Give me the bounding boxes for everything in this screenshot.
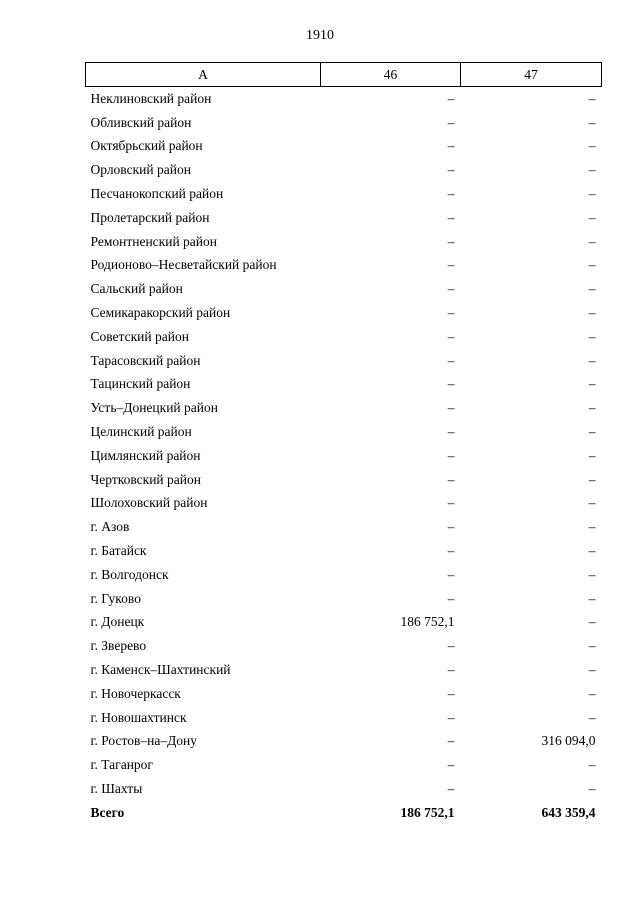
cell-col-46: – (447, 376, 455, 392)
cell-col-47: – (588, 662, 596, 678)
cell-col-47: – (588, 233, 596, 249)
cell-col-47: – (588, 614, 596, 630)
table-row (86, 277, 602, 301)
cell-col-46: – (447, 781, 455, 796)
cell-col-47: – (588, 685, 596, 701)
cell-col-47: – (588, 543, 596, 559)
cell-col-46: – (447, 162, 455, 178)
cell-col-47: – (588, 566, 596, 582)
row-label: г. Азов (90, 519, 130, 535)
row-label: Пролетарский район (90, 209, 210, 225)
table-row (86, 634, 602, 658)
cell-col-46: – (447, 662, 455, 678)
cell-col-47: – (588, 590, 596, 606)
cell-col-46: – (447, 186, 455, 202)
row-label: Семикаракорский район (90, 305, 231, 321)
row-label: Тарасовский район (90, 352, 201, 368)
cell-col-46: – (447, 495, 455, 511)
table-row (86, 492, 602, 516)
cell-col-46: – (447, 305, 455, 321)
cell-col-47: 316 094,0 (541, 733, 596, 749)
row-label: г. Новошахтинск (90, 709, 187, 725)
row-label: Усть–Донецкий район (90, 400, 218, 416)
table-row (86, 87, 602, 111)
header-cell-a: А (86, 63, 321, 87)
row-label: Ремонтненский район (90, 233, 217, 249)
cell-col-46: – (447, 566, 455, 582)
table-row (86, 135, 602, 159)
table-row (86, 682, 602, 706)
cell-col-46: – (447, 447, 455, 463)
row-label: г. Зверево (90, 638, 147, 654)
table-row (86, 254, 602, 278)
table-row (86, 230, 602, 254)
cell-col-47: – (588, 305, 596, 321)
cell-col-46: – (447, 281, 455, 297)
cell-col-46: – (447, 590, 455, 606)
table-row (86, 301, 602, 325)
table-row (86, 730, 602, 754)
cell-col-47: – (588, 709, 596, 725)
data-table (85, 62, 602, 825)
row-label: Целинский район (90, 424, 192, 440)
cell-col-46: – (447, 424, 455, 440)
cell-col-46: – (447, 257, 455, 273)
cell-col-46: – (447, 638, 455, 654)
header-cell-47: 47 (461, 63, 602, 87)
row-label: г. Гуково (90, 590, 141, 606)
row-label: Обливский район (90, 114, 192, 130)
table-row (86, 515, 602, 539)
cell-col-46: – (447, 90, 455, 106)
table-row (86, 396, 602, 420)
table-header (86, 63, 602, 87)
cell-col-47: – (588, 424, 596, 440)
row-label: Шолоховский район (90, 495, 208, 511)
cell-col-46: – (447, 709, 455, 725)
row-label: г. Шахты (90, 781, 143, 796)
row-label: г. Батайск (90, 543, 147, 559)
row-label: Октябрьский район (90, 138, 203, 154)
table-row (86, 182, 602, 206)
header-row (86, 63, 602, 87)
table-row (86, 587, 602, 611)
cell-col-46: – (447, 138, 455, 154)
table-row (86, 753, 602, 777)
table-row (86, 468, 602, 492)
total-row (86, 801, 602, 825)
row-label: Всего (90, 804, 125, 820)
cell-col-47: – (588, 209, 596, 225)
cell-col-47: – (588, 90, 596, 106)
row-label: г. Волгодонск (90, 566, 169, 582)
table-body (86, 87, 602, 825)
cell-col-47: – (588, 757, 596, 773)
cell-col-47: – (588, 114, 596, 130)
row-label: г. Таганрог (90, 757, 153, 773)
cell-col-46: – (447, 352, 455, 368)
cell-col-46: – (447, 328, 455, 344)
cell-col-47: – (588, 257, 596, 273)
cell-col-46: – (447, 685, 455, 701)
table-row (86, 420, 602, 444)
cell-col-47: – (588, 471, 596, 487)
table-row (86, 111, 602, 135)
table-row (86, 444, 602, 468)
table-row (86, 206, 602, 230)
cell-col-47: – (588, 376, 596, 392)
cell-col-46: – (447, 209, 455, 225)
table-row (86, 777, 602, 801)
cell-col-47: – (588, 447, 596, 463)
row-label: Советский район (90, 328, 189, 344)
cell-col-47: – (588, 781, 596, 796)
cell-col-47: – (588, 495, 596, 511)
cell-col-46: – (447, 114, 455, 130)
cell-col-47: – (588, 638, 596, 654)
row-label: Песчанокопский район (90, 186, 224, 202)
row-label: г. Ростов–на–Дону (90, 733, 198, 749)
table-row (86, 611, 602, 635)
row-label: Орловский район (90, 162, 191, 178)
cell-col-47: – (588, 328, 596, 344)
table-row (86, 349, 602, 373)
row-label: Чертковский район (90, 471, 201, 487)
cell-col-46: 186 752,1 (400, 804, 455, 820)
table-row (86, 158, 602, 182)
cell-col-46: – (447, 400, 455, 416)
cell-col-47: 643 359,4 (541, 804, 596, 820)
cell-col-47: – (588, 138, 596, 154)
row-label: г. Новочеркасск (90, 685, 181, 701)
cell-col-46: – (447, 471, 455, 487)
table-row (86, 539, 602, 563)
cell-col-47: – (588, 162, 596, 178)
table-row (86, 373, 602, 397)
cell-col-47: – (588, 400, 596, 416)
cell-col-46: – (447, 757, 455, 773)
row-label: Тацинский район (90, 376, 191, 392)
cell-col-47: – (588, 519, 596, 535)
cell-col-46: – (447, 519, 455, 535)
row-label: Сальский район (90, 281, 183, 297)
row-label: г. Донецк (90, 614, 145, 630)
header-cell-46: 46 (321, 63, 461, 87)
row-label: Родионово–Несветайский район (90, 257, 277, 273)
page-number: 1910 (306, 28, 334, 43)
cell-col-47: – (588, 281, 596, 297)
cell-col-46: – (447, 733, 455, 749)
cell-col-46: – (447, 543, 455, 559)
row-label: Цимлянский район (90, 447, 201, 463)
row-label: Неклиновский район (90, 90, 212, 106)
cell-col-46: – (447, 233, 455, 249)
cell-col-47: – (588, 352, 596, 368)
cell-col-46: 186 752,1 (400, 614, 455, 630)
row-label: г. Каменск–Шахтинский (90, 662, 231, 678)
table-row (86, 706, 602, 730)
table-row (86, 325, 602, 349)
cell-col-47: – (588, 186, 596, 202)
table-row (86, 658, 602, 682)
table-row (86, 563, 602, 587)
